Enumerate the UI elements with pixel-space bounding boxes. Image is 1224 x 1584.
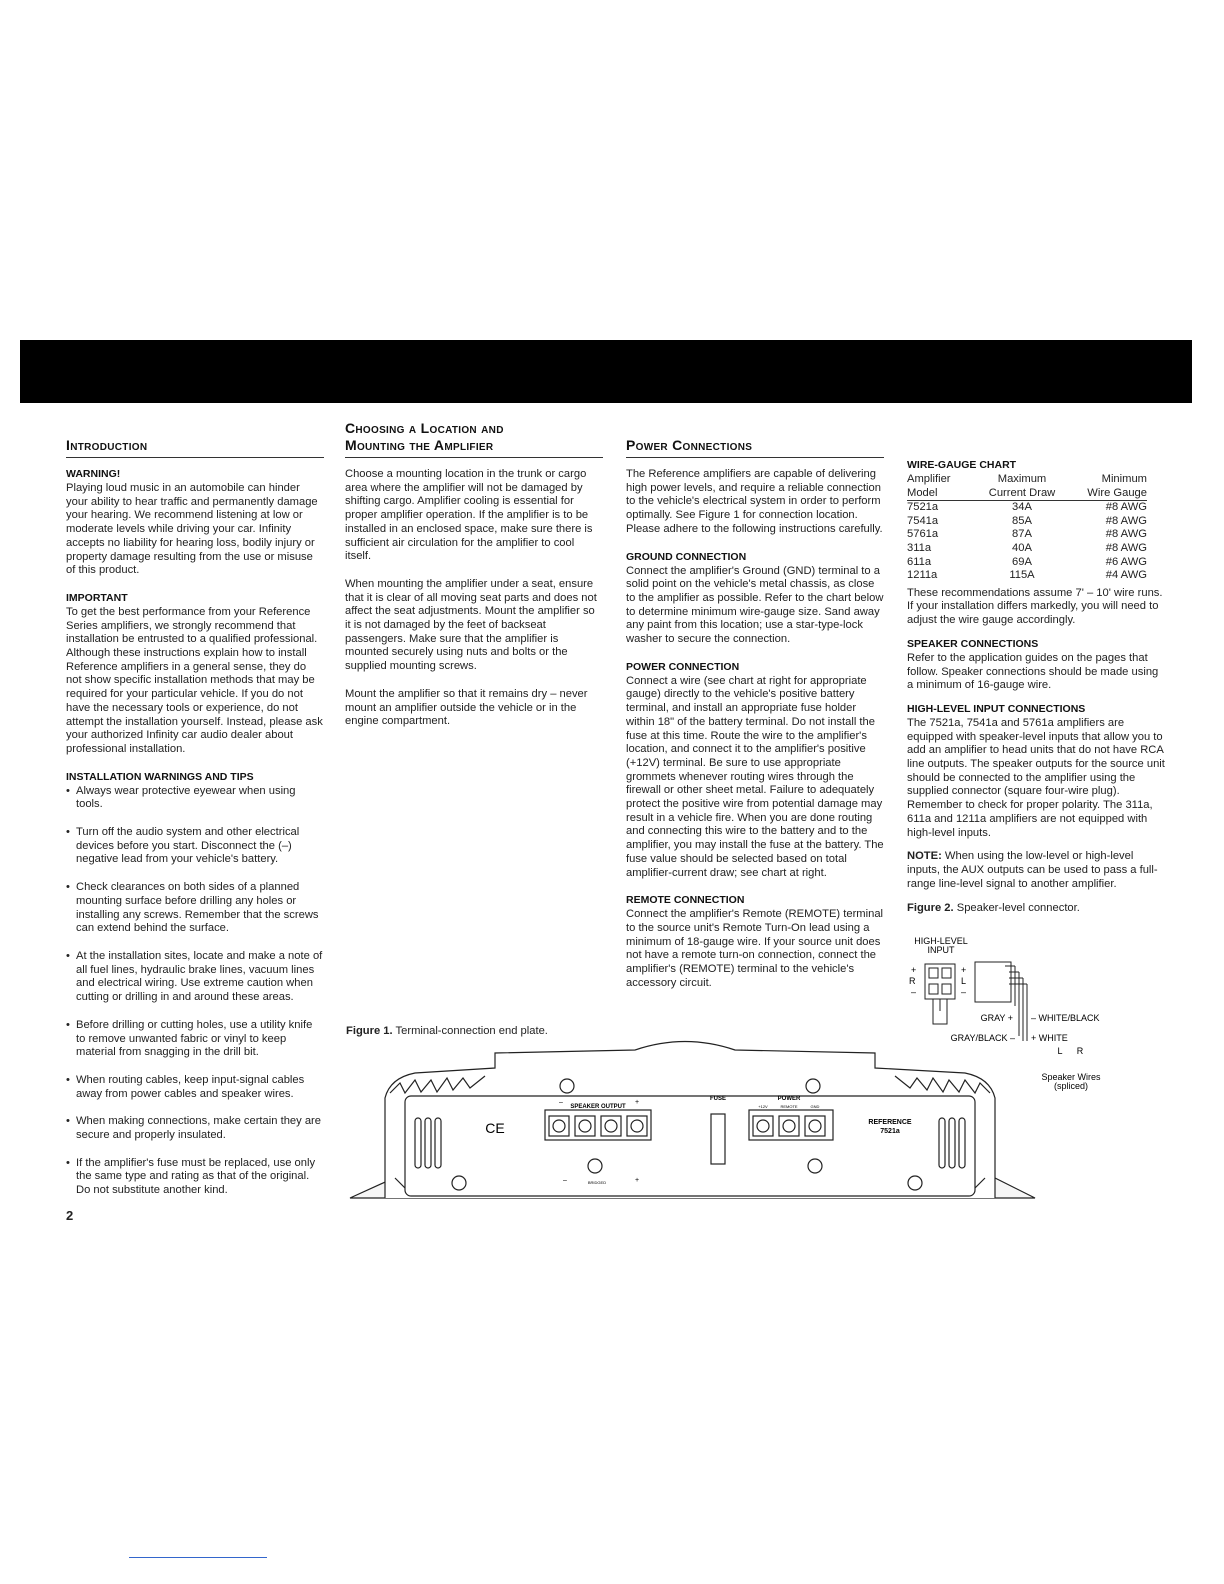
list-item: • Check clearances on both sides of a planned mounting surface before drilling any holes or installing any screws. Remember that the screws can extend behind the surface. (66, 881, 324, 936)
gray-plus-label: GRAY + (980, 1013, 1013, 1023)
list-item: • If the amplifier's fuse must be replaced, use only the same type and rating as that of the original. Do not substitute another kind. (66, 1157, 324, 1198)
note-paragraph (907, 850, 1167, 891)
table-cell: 40A (1012, 541, 1032, 554)
table-cell: #4 AWG (1105, 569, 1147, 582)
minus-label: – (559, 1099, 563, 1106)
bridged-minus: – (563, 1177, 567, 1184)
remote-text: Connect the amplifier's Remote (REMOTE) terminal to the source unit's Remote Turn-On lead using a minimum of 18-gauge wire. If your source unit does not have a remote turn-on connection, connect the amplifier's (REMOTE) terminal to the vehicle's accessory circuit. (626, 908, 884, 989)
table-header-row (907, 473, 1147, 487)
warning-heading: WARNING! (66, 468, 121, 480)
table-cell: 5761a (907, 528, 939, 541)
white-black-label: – WHITE/BLACK (1031, 1013, 1100, 1023)
tips-heading: INSTALLATION WARNINGS AND TIPS (66, 770, 254, 783)
header-cell: Wire Gauge (1067, 487, 1147, 501)
table-cell: 69A (1012, 555, 1032, 568)
list-item: • Always wear protective eyewear when using tools. (66, 785, 324, 812)
note-label: NOTE: (907, 850, 942, 863)
page-number: 2 (66, 1208, 74, 1223)
plus-label: + (634, 1099, 640, 1106)
tips-list (66, 785, 324, 1198)
spliced-label: (spliced) (1053, 1081, 1089, 1091)
table-cell: 311a (907, 541, 932, 554)
figure-1-text: Terminal-connection end plate. (392, 1025, 548, 1037)
white-label: + WHITE (1031, 1033, 1068, 1043)
table-cell: #8 AWG (1105, 541, 1147, 554)
speaker-text: Refer to the application guides on the pages that follow. Speaker connections should be made using a minimum of 16-gauge wire. (907, 651, 1159, 692)
column-introduction (66, 405, 324, 1212)
warning-text: Playing loud music in an automobile can hinder your ability to hear traffic and permanently damage your hearing. We recommend listening at low or moderate levels while driving your car. Infinity accepts no liability for hearing loss, bodily injury or property damage resulting from the use or misuse of this product. (66, 482, 318, 577)
bridged-plus: + (634, 1177, 640, 1184)
table-header-row (907, 487, 1147, 501)
figure-1-caption (346, 1024, 548, 1038)
table-cell: 34A (1012, 501, 1032, 514)
table-cell: 611a (907, 555, 932, 568)
table-cell: #8 AWG (1105, 514, 1147, 527)
model-label: 7521a (880, 1128, 900, 1135)
speaker-wires-label: Speaker Wires (1041, 1072, 1101, 1082)
figure-2-label: Figure 2. (907, 902, 954, 915)
ce-mark: CE (485, 1120, 505, 1136)
location-paragraph-2: When mounting the amplifier under a seat, ensure that it is clear of all moving seat parts and does not affect the seat adjustments. Mount the amplifier so it is not damaged by the feet of backseat passengers. Make sure that the amplifier is mounted securely using nuts and bolts or the supplied mounting screws. (345, 577, 597, 673)
high-level-heading: HIGH-LEVEL INPUT CONNECTIONS (907, 702, 1086, 715)
table-cell: 115A (1009, 569, 1035, 582)
header-cell: Amplifier (907, 473, 951, 485)
power-heading: POWER CONNECTION (626, 660, 740, 673)
figure-2-text: Speaker-level connector. (953, 902, 1080, 915)
table-cell: #6 AWG (1105, 555, 1147, 568)
note-text: When using the low-level or high-level inputs, the AUX outputs can be used to pass a full-range line-level signal to another amplifier. (907, 850, 1158, 890)
table-cell: #8 AWG (1105, 528, 1147, 541)
table-row (907, 556, 1147, 570)
table-row (907, 501, 1147, 515)
high-level-label: HIGH-LEVEL (914, 936, 968, 946)
table-cell: 1211a (907, 569, 938, 582)
conn-minus-r: – (911, 987, 917, 997)
table-row (907, 515, 1147, 529)
header-banner (20, 340, 1192, 403)
location-paragraph-3: Mount the amplifier so that it remains dry – never mount an amplifier outside the vehicle or in the engine compartment. (345, 687, 588, 728)
speaker-connector-diagram (905, 936, 1170, 1096)
column-power (626, 405, 884, 991)
lr-l-label: L (1057, 1046, 1063, 1056)
important-text: To get the best performance from your Reference Series amplifiers, we strongly recommend that installation be entrusted to a qualified professional. Although these instructions explain how to install Reference amplifiers in a general sense, they do not show specific installation methods that may be required for your particular vehicle. If you do not have the necessary tools or experience, do not attempt the installation yourself. Instead, please ask your authorized Infinity car audio dealer about professional installation. (66, 605, 323, 755)
column-wire-gauge (907, 459, 1167, 915)
header-cell: Model (907, 487, 977, 501)
table-cell: 85A (1012, 514, 1032, 527)
power-text: Connect a wire (see chart at right for appropriate gauge) directly to the vehicle's positive battery terminal, and install an appropriate fuse holder within 18" of the battery terminal. Do not install the fuse at this time. Route the wire to the amplifier's location, and connect it to the amplifier's positive (+12V) terminal. Be sure to use appropriate grommets whenever routing wires through the firewall or other sheet metal. Failure to adequately protect the positive wire from potential damage may result in a vehicle fire. When you are done routing and connecting this wire to the battery and to the amplifier, you may install the fuse at the battery. The fuse value should be selected based on total amplifier-current draw; see chart at right. (626, 674, 884, 879)
section-title-power: Power Connections (626, 437, 753, 453)
figure-1-label: Figure 1. (346, 1025, 393, 1037)
power-intro: The Reference amplifiers are capable of delivering high power levels, and require a reliable connection to the vehicle's electrical system in order to perform optimally. See Figure 1 for connection location. Please adhere to the following instructions carefully. (626, 468, 883, 535)
header-cell: Current Draw (977, 487, 1067, 501)
conn-l-label: L (961, 976, 967, 986)
conn-minus-l: – (961, 987, 967, 997)
figure-2-caption (907, 901, 1167, 915)
bridged-label: BRIDGED (587, 1180, 607, 1185)
wire-gauge-heading: WIRE-GAUGE CHART (907, 459, 1017, 471)
footer-rule (129, 1557, 267, 1558)
lr-r-label: R (1076, 1046, 1084, 1056)
section-title-introduction: Introduction (66, 437, 148, 453)
brand-label: REFERENCE (868, 1119, 912, 1126)
list-item: • At the installation sites, locate and make a note of all fuel lines, hydraulic brake lines, vacuum lines and electrical wiring. Use extreme caution when cutting or drilling in and around these areas. (66, 950, 324, 1005)
table-cell: 7541a (907, 514, 939, 527)
wire-gauge-note: These recommendations assume 7' – 10' wire runs. If your installation differs markedly, you will need to adjust the wire gauge accordingly. (907, 586, 1163, 627)
gnd-label: GND (810, 1104, 820, 1109)
conn-plus-r: + (911, 965, 917, 975)
speaker-heading: SPEAKER CONNECTIONS (907, 637, 1039, 650)
section-title-location-2: Mounting the Amplifier (345, 437, 494, 453)
wire-gauge-table (907, 473, 1147, 583)
conn-plus-l: + (961, 965, 967, 975)
list-item: • Before drilling or cutting holes, use a utility knife to remove unwanted fabric or vinyl to keep material from snagging in the drill bit. (66, 1019, 324, 1060)
table-cell: 7521a (907, 501, 939, 514)
gray-black-label: GRAY/BLACK – (950, 1033, 1015, 1043)
remote-label: REMOTE (780, 1104, 798, 1109)
header-cell: Minimum (1101, 473, 1147, 485)
list-item: • When routing cables, keep input-signal cables away from power cables and speaker wires. (66, 1074, 324, 1101)
column-location (345, 405, 603, 729)
table-cell: #8 AWG (1105, 501, 1147, 514)
plus12v-label: +12V (758, 1104, 768, 1109)
important-heading: IMPORTANT (66, 591, 128, 604)
ground-text: Connect the amplifier's Ground (GND) terminal to a solid point on the vehicle's metal chassis, as close to the amplifier as possible. Refer to the chart below to determine minimum wire-gauge size. Sand away any paint from this location; use a star-type-lock washer to secure the connection. (626, 564, 884, 646)
input-label: INPUT (927, 945, 955, 955)
section-title-location-1: Choosing a Location and (345, 420, 504, 436)
power-label: POWER (777, 1096, 801, 1102)
table-row (907, 569, 1147, 583)
table-row (907, 542, 1147, 556)
list-item: • When making connections, make certain they are secure and properly insulated. (66, 1115, 324, 1142)
high-level-text: The 7521a, 7541a and 5761a amplifiers are equipped with speaker-level inputs that allow you to add an amplifier to head units that do not have RCA line outputs. The speaker outputs for the source unit should be connected to the amplifier using the supplied connector (square four-wire plug). Remember to check for proper polarity. The 311a, 611a and 1211a amplifiers are not equipped with high-level inputs. (907, 716, 1165, 839)
header-cell: Maximum (997, 473, 1047, 485)
remote-heading: REMOTE CONNECTION (626, 894, 745, 907)
table-cell: 87A (1012, 528, 1032, 541)
conn-r-label: R (909, 976, 916, 986)
fuse-label: FUSE (709, 1096, 727, 1102)
speaker-output-label: SPEAKER OUTPUT (570, 1104, 626, 1110)
list-item: • Turn off the audio system and other electrical devices before you start. Disconnect the (–) negative lead from your vehicle's battery. (66, 826, 324, 867)
table-row (907, 528, 1147, 542)
ground-heading: GROUND CONNECTION (626, 550, 747, 563)
location-paragraph-1: Choose a mounting location in the trunk or cargo area where the amplifier will not be damaged by shifting cargo. Amplifier cooling is essential for proper amplifier operation. If the amplifier is to be installed in an enclosed space, make sure there is sufficient air circulation for the amplifier to cool itself. (345, 468, 593, 563)
